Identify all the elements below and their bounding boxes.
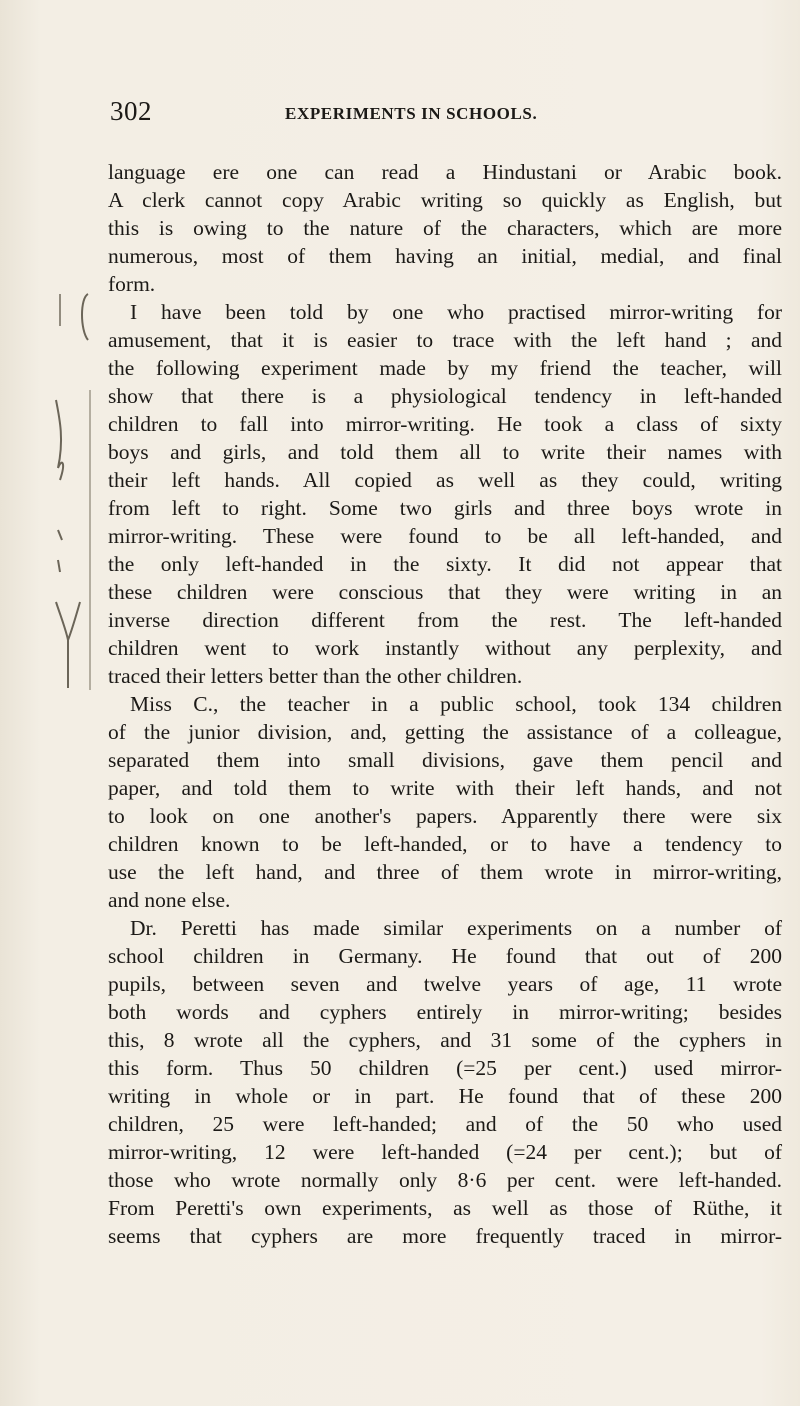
- text-line: mirror-writing, 12 were left-handed (=24 per cent.); but of: [108, 1140, 782, 1164]
- text-line: the only left-handed in the sixty. It did not appear that: [108, 552, 782, 576]
- text-line: children known to be left-handed, or to have a tendency to: [108, 832, 782, 856]
- text-line: amusement, that it is easier to trace with the left hand ; and: [108, 328, 782, 352]
- text-line: separated them into small divisions, gave them pencil and: [108, 748, 782, 772]
- text-line: writing in whole or in part. He found that of these 200: [108, 1084, 782, 1108]
- text-line: school children in Germany. He found that out of 200: [108, 944, 782, 968]
- text-line: these children were conscious that they were writing in an: [108, 580, 782, 604]
- text-line: boys and girls, and told them all to write their names with: [108, 440, 782, 464]
- running-head: EXPERIMENTS IN SCHOOLS.: [285, 104, 538, 123]
- text-line: show that there is a physiological tendency in left-handed: [108, 384, 782, 408]
- text-line: this form. Thus 50 children (=25 per cent.) used mirror-: [108, 1056, 782, 1080]
- text-line: children went to work instantly without any perplexity, and: [108, 636, 782, 660]
- text-line: I have been told by one who practised mirror-writing for: [130, 300, 782, 324]
- text-line: those who wrote normally only 8·6 per cent. were left-handed.: [108, 1168, 782, 1192]
- page-number: 302: [110, 96, 152, 126]
- text-line: numerous, most of them having an initial, medial, and final: [108, 244, 782, 268]
- text-line: this is owing to the nature of the characters, which are more: [108, 216, 782, 240]
- text-line: form.: [108, 272, 156, 296]
- text-line: the following experiment made by my friend the teacher, will: [108, 356, 782, 380]
- text-line: Miss C., the teacher in a public school, took 134 children: [130, 692, 782, 716]
- text-line: children, 25 were left-handed; and of the 50 who used: [108, 1112, 782, 1136]
- text-line: and none else.: [108, 888, 231, 912]
- text-line: seems that cyphers are more frequently traced in mirror-: [108, 1224, 782, 1248]
- text-line: to look on one another's papers. Apparently there were six: [108, 804, 782, 828]
- pencil-bracket-icon: [50, 290, 100, 700]
- text-line: use the left hand, and three of them wrote in mirror-writing,: [108, 860, 782, 884]
- text-line: this, 8 wrote all the cyphers, and 31 some of the cyphers in: [108, 1028, 782, 1052]
- text-line: traced their letters better than the other children.: [108, 664, 523, 688]
- text-line: inverse direction different from the rest. The left-handed: [108, 608, 782, 632]
- text-line: both words and cyphers entirely in mirror-writing; besides: [108, 1000, 782, 1024]
- text-line: children to fall into mirror-writing. He took a class of sixty: [108, 412, 782, 436]
- text-line: language ere one can read a Hindustani or Arabic book.: [108, 160, 782, 184]
- body-text: [108, 158, 782, 1250]
- text-line: Dr. Peretti has made similar experiments on a number of: [130, 916, 782, 940]
- margin-pencil-marks: [50, 290, 100, 700]
- text-line: paper, and told them to write with their left hands, and not: [108, 776, 782, 800]
- text-line: from left to right. Some two girls and three boys wrote in: [108, 496, 782, 520]
- text-line: their left hands. All copied as well as they could, writing: [108, 468, 782, 492]
- text-line: From Peretti's own experiments, as well as those of Rüthe, it: [108, 1196, 782, 1220]
- text-line: A clerk cannot copy Arabic writing so quickly as English, but: [108, 188, 782, 212]
- text-line: of the junior division, and, getting the assistance of a colleague,: [108, 720, 782, 744]
- text-line: pupils, between seven and twelve years of age, 11 wrote: [108, 972, 782, 996]
- page-header: [110, 96, 782, 136]
- text-line: mirror-writing. These were found to be all left-handed, and: [108, 524, 782, 548]
